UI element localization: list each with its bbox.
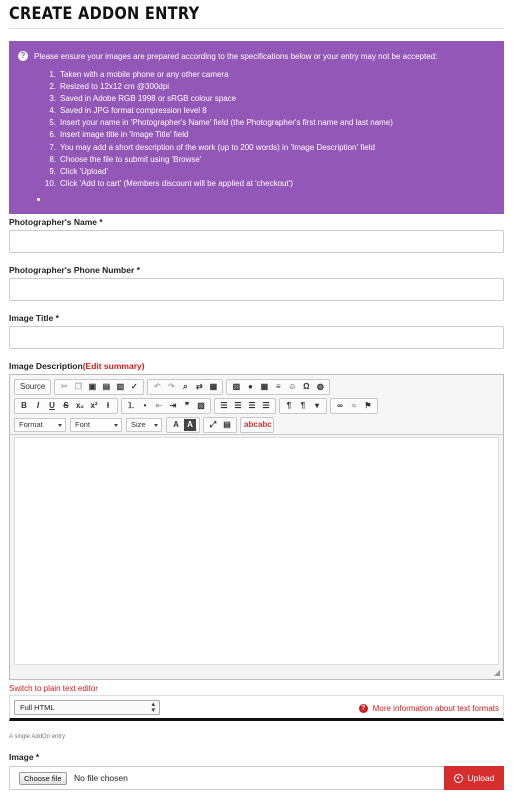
special-char-icon[interactable]: Ω	[303, 382, 310, 391]
rtl-icon[interactable]: ¶	[300, 401, 306, 410]
file-upload-row	[9, 766, 504, 790]
cut-icon[interactable]: ✂	[61, 382, 68, 391]
question-circle-icon: ?	[359, 704, 368, 713]
toolbar-group-colors	[166, 417, 200, 433]
upload-icon	[454, 774, 463, 783]
toolbar-group-tools	[203, 417, 237, 433]
flash-icon[interactable]: ●	[247, 382, 253, 391]
align-right-icon[interactable]: ☰	[248, 401, 256, 410]
list-item: 3. Saved in Adobe RGB 1998 or sRGB colour space	[49, 94, 237, 104]
instructions-list	[39, 69, 393, 190]
toolbar-group-links	[330, 398, 378, 414]
more-info-link[interactable]	[359, 704, 499, 713]
indent-icon[interactable]: ⇥	[169, 401, 177, 410]
spell-language-icon[interactable]: abc	[258, 420, 272, 429]
toolbar-row-3	[14, 417, 277, 433]
text-format-selected: Full HTML	[20, 703, 55, 712]
image-description-text: Image Description	[9, 361, 83, 371]
edit-summary-link[interactable]: (Edit summary)	[82, 361, 145, 371]
link-icon[interactable]: ∞	[337, 401, 343, 410]
toolbar-group-align	[214, 398, 276, 414]
paste-word-icon[interactable]: ▥	[116, 382, 125, 391]
text-color-button[interactable]: A	[173, 420, 179, 429]
list-item: 6. Insert image title in 'Image Title' field	[49, 130, 189, 140]
empty-bullet	[37, 198, 40, 201]
unlink-icon[interactable]: ∝	[351, 401, 357, 410]
paste-icon[interactable]: ▣	[88, 382, 97, 391]
upload-button[interactable]	[444, 766, 504, 790]
align-center-icon[interactable]: ☰	[234, 401, 242, 410]
select-arrows-icon: ▴ ▾	[151, 701, 155, 714]
page-title: CREATE ADDON ENTRY	[9, 4, 200, 24]
image-description-label	[9, 361, 145, 371]
underline-button[interactable]: U	[49, 401, 55, 410]
list-item: 9. Click 'Upload'	[49, 166, 108, 176]
undo-icon[interactable]: ↶	[154, 382, 161, 391]
toolbar-group-source	[14, 379, 51, 395]
smiley-icon[interactable]: ☺	[288, 382, 297, 391]
list-item: 1. Taken with a mobile phone or any other camera	[49, 70, 229, 79]
file-status: No file chosen	[74, 773, 128, 783]
copy-icon[interactable]: ❐	[74, 382, 82, 391]
choose-file-button[interactable]: Choose file	[19, 772, 67, 785]
size-combo[interactable]: Size	[126, 418, 162, 432]
paste-text-icon[interactable]: ▤	[102, 382, 111, 391]
toolbar-group-clipboard	[54, 379, 144, 395]
switch-to-plain-text-link[interactable]: Switch to plain text editor	[9, 684, 98, 693]
toolbar-row-2	[14, 398, 381, 414]
title-divider	[9, 28, 504, 29]
photographer-name-label: Photographer's Name *	[9, 217, 103, 227]
spellcheck-as-you-type-icon[interactable]: abc	[244, 420, 258, 429]
table-icon[interactable]: ▦	[260, 382, 269, 391]
photographer-phone-label: Photographer's Phone Number *	[9, 265, 140, 275]
photographer-name-input[interactable]	[9, 230, 504, 253]
text-format-select[interactable]	[14, 700, 160, 715]
toolbar-group-insert	[226, 379, 330, 395]
toolbar-group-basicstyles	[14, 398, 118, 414]
list-item: 10. Click 'Add to cart' (Members discount will be applied at 'checkout')	[44, 178, 293, 188]
rich-text-editor	[9, 374, 504, 680]
resize-handle-icon[interactable]	[494, 670, 500, 676]
image-title-input[interactable]	[9, 326, 504, 349]
font-combo[interactable]: Font	[70, 418, 122, 432]
redo-icon[interactable]: ↷	[168, 382, 175, 391]
text-format-bar	[9, 695, 504, 721]
language-icon[interactable]: ▾	[314, 401, 319, 410]
photographer-phone-input[interactable]	[9, 278, 504, 301]
list-item: 7. You may add a short description of the work (up to 200 words) in 'Image Description' field	[49, 142, 375, 152]
list-item: 8. Choose the file to submit using 'Browse'	[49, 154, 202, 164]
image-icon[interactable]: ▨	[232, 382, 241, 391]
list-item: 4. Saved in JPG format compression level 8	[49, 106, 207, 116]
background-color-button[interactable]: A	[184, 419, 196, 431]
spellcheck-icon[interactable]: ✓	[131, 382, 138, 391]
justify-icon[interactable]: ☰	[262, 401, 270, 410]
outdent-icon[interactable]: ⇤	[155, 401, 163, 410]
numbered-list-icon[interactable]: ⒈	[127, 401, 135, 410]
show-blocks-icon[interactable]: ▤	[223, 420, 231, 429]
more-info-text: More information about text formats	[372, 704, 499, 713]
remove-format-icon[interactable]: Ɨ	[106, 401, 110, 410]
horizontal-line-icon[interactable]: ≡	[276, 382, 281, 391]
list-item: 5. Insert your name in 'Photographer's Name' field (the Photographer's first name and last name)	[49, 118, 393, 128]
toolbar-group-bidi	[279, 398, 327, 414]
replace-icon[interactable]: ⇄	[196, 382, 203, 391]
italic-button[interactable]: I	[36, 401, 40, 410]
question-circle-icon: ?	[18, 51, 28, 61]
bulleted-list-icon[interactable]: •	[143, 401, 147, 410]
format-combo[interactable]: Format	[14, 418, 66, 432]
iframe-icon[interactable]: ◍	[316, 382, 324, 391]
create-div-icon[interactable]: ▧	[197, 401, 205, 410]
editor-content-area[interactable]	[14, 437, 499, 665]
subscript-icon[interactable]: x₂	[75, 401, 84, 410]
entry-description-note: A single AddOn entry	[9, 734, 66, 740]
anchor-icon[interactable]: ⚑	[364, 401, 372, 410]
upload-label: Upload	[467, 773, 495, 783]
list-item: 2. Resized to 12x12 cm @300dpi	[49, 82, 170, 92]
find-icon[interactable]: ⌕	[183, 382, 188, 391]
image-title-label: Image Title *	[9, 313, 59, 323]
instructions-intro: Please ensure your images are prepared according to the specifications below or your entry may not be accepted:	[34, 52, 438, 61]
toolbar-group-paragraph	[121, 398, 211, 414]
bold-button[interactable]: B	[21, 401, 27, 410]
ltr-icon[interactable]: ¶	[286, 401, 292, 410]
maximize-icon[interactable]: ⤢	[209, 420, 217, 429]
image-upload-label: Image *	[9, 752, 40, 762]
toolbar-row-1	[14, 379, 333, 395]
select-all-icon[interactable]: ▦	[209, 382, 218, 391]
toolbar-group-history	[147, 379, 223, 395]
toolbar-group-spellcheck	[240, 417, 274, 433]
instructions-panel	[9, 41, 504, 214]
source-button[interactable]: Source	[20, 382, 46, 391]
superscript-icon[interactable]: x²	[90, 401, 98, 410]
strikethrough-button[interactable]: S	[63, 401, 69, 410]
blockquote-icon[interactable]: ❞	[184, 401, 190, 410]
editor-toolbar	[10, 375, 503, 435]
align-left-icon[interactable]: ☰	[220, 401, 228, 410]
